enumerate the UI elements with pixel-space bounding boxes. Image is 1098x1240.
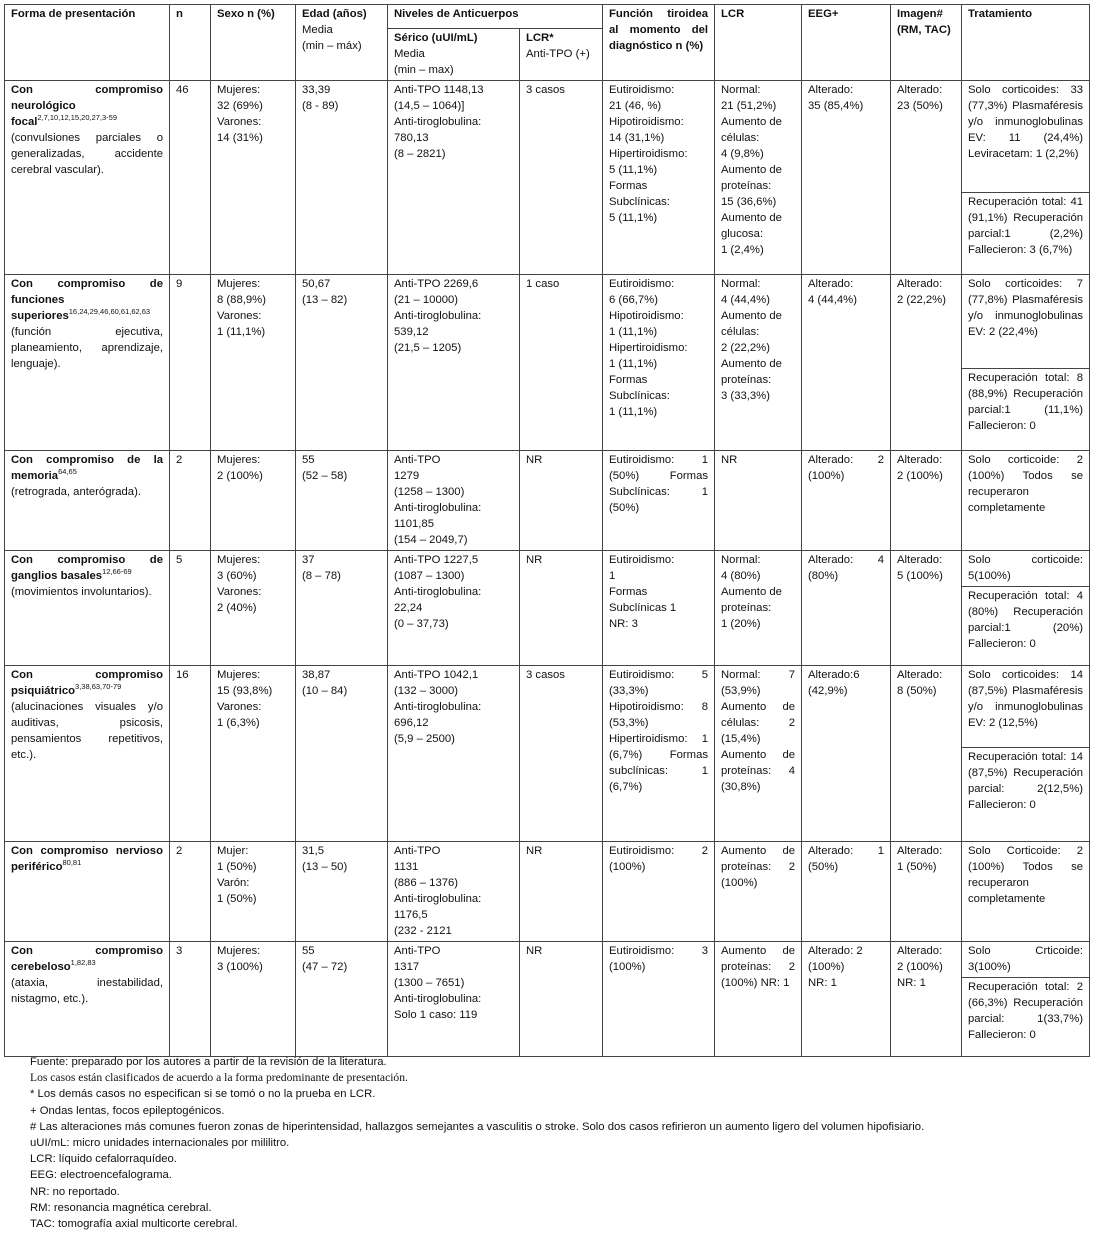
- imagen-line: 5 (100%): [897, 570, 943, 582]
- serico-line: (21,5 – 1205): [394, 342, 462, 354]
- imagen-line: 2 (100%): [897, 961, 943, 973]
- cell-presentacion: [5, 275, 170, 451]
- cell-funcion: [603, 551, 715, 666]
- cell-tratamiento: Solo corticoides: 14 (87,5%) Plasmaféresis y/o inmunoglobulinas EV: 2 (12,5%): [962, 666, 1090, 748]
- eeg-line: Alterado:: [808, 84, 854, 96]
- cell-resultado: Recuperación total: 14 (87,5%) Recuperación parcial: 2(12,5%) Fallecieron: 0: [962, 748, 1090, 842]
- cell-lcr-ac: 3 casos: [520, 666, 603, 842]
- imagen-line: Alterado:: [897, 84, 943, 96]
- cell-eeg: Alterado: 1 (50%): [802, 842, 891, 942]
- cell-eeg: [802, 666, 891, 842]
- presentation-name: Con compromiso de la memoria: [11, 454, 163, 482]
- sexo-line: Varones:: [217, 586, 262, 598]
- cell-tratamiento: Solo corticoides: 7 (77,8%) Plasmaféresis y/o inmunoglobulinas EV: 2 (22,4%): [962, 275, 1090, 369]
- funcion-line: 6 (66,7%): [609, 294, 658, 306]
- lcr-line: 4 (44,4%): [721, 294, 770, 306]
- cell-edad: [296, 551, 388, 666]
- sexo-line: 32 (69%): [217, 100, 263, 112]
- lcr-line: 15 (36,6%): [721, 196, 777, 208]
- lcr-line: 2 (22,2%): [721, 342, 770, 354]
- presentation-refs: 3,38,63,70-79: [75, 682, 122, 692]
- cell-imagen: [891, 451, 962, 551]
- funcion-line: Eutiroidismo:: [609, 554, 675, 566]
- serico-line: Anti-TPO 2269,6: [394, 278, 479, 290]
- table-footnotes: [30, 1054, 1090, 1232]
- cell-presentacion: [5, 842, 170, 942]
- cell-presentacion: [5, 81, 170, 275]
- lcr-line: células:: [721, 326, 760, 338]
- cell-tratamiento: Solo Corticoide: 2 (100%) Todos se recuperaron completamente: [962, 842, 1090, 942]
- cell-funcion: [603, 81, 715, 275]
- edad-line: (8 – 78): [302, 570, 341, 582]
- sexo-line: Varones:: [217, 701, 262, 713]
- serico-line: (154 – 2049,7): [394, 534, 468, 546]
- funcion-line: 1 (11,1%): [609, 326, 658, 338]
- serico-line: (14,5 – 1064)]: [394, 100, 465, 112]
- presentation-refs: 1,82,83: [70, 958, 96, 968]
- cell-eeg: Alterado: 4 (80%): [802, 551, 891, 666]
- presentation-desc: (función ejecutiva, planeamiento, aprendizaje, lenguaje).: [11, 326, 163, 370]
- presentation-table: [4, 4, 1090, 1057]
- cell-funcion: Eutiroidismo: 2 (100%): [603, 842, 715, 942]
- eeg-line: Alterado: 2: [808, 945, 863, 957]
- serico-line: Anti-tiroglobulina:: [394, 586, 482, 598]
- cell-imagen: [891, 275, 962, 451]
- edad-line: (47 – 72): [302, 961, 348, 973]
- presentation-name: Con compromiso de ganglios basales: [11, 554, 163, 582]
- footnote-uui: uUI/mL: micro unidades internacionales por mililitro.: [30, 1137, 290, 1150]
- sexo-line: 3 (60%): [217, 570, 257, 582]
- cell-sexo: [211, 666, 296, 842]
- serico-line: (5,9 – 2500): [394, 733, 455, 745]
- serico-line: 1101,85: [394, 518, 434, 530]
- footnote-nr: NR: no reportado.: [30, 1185, 120, 1198]
- header-lcr-ac-sub: Anti-TPO (+): [526, 48, 590, 60]
- edad-line: 38,87: [302, 669, 331, 681]
- sexo-line: 1 (6,3%): [217, 717, 260, 729]
- serico-line: (886 – 1376): [394, 877, 459, 889]
- lcr-line: NR: [721, 454, 738, 466]
- presentation-desc: (ataxia, inestabilidad, nistagmo, etc.).: [11, 977, 163, 1005]
- cell-lcr-ac: NR: [520, 942, 603, 1057]
- table-row: [5, 551, 1090, 587]
- eeg-line: (42,9%): [808, 685, 848, 697]
- edad-line: 33,39: [302, 84, 331, 96]
- cell-sexo: [211, 942, 296, 1057]
- serico-line: 1279: [394, 470, 420, 482]
- cell-lcr: [715, 275, 802, 451]
- cell-resultado: Recuperación total: 4 (80%) Recuperación parcial:1 (20%) Fallecieron: 0: [962, 587, 1090, 666]
- cell-lcr-ac: NR: [520, 451, 603, 551]
- serico-line: Anti-TPO: [394, 845, 441, 857]
- serico-line: 780,13: [394, 132, 429, 144]
- cell-lcr: Aumento de proteínas: 2 (100%): [715, 842, 802, 942]
- edad-line: (52 – 58): [302, 470, 348, 482]
- cell-funcion: Eutiroidismo: 3 (100%): [603, 942, 715, 1057]
- lcr-line: 1 (20%): [721, 618, 761, 630]
- eeg-line: 35 (85,4%): [808, 100, 864, 112]
- sexo-line: Mujeres:: [217, 84, 261, 96]
- funcion-line: Subclínicas 1: [609, 602, 677, 614]
- cell-serico: [388, 551, 520, 666]
- eeg-line: (100%): [808, 961, 845, 973]
- funcion-line: Hipertiroidismo:: [609, 342, 688, 354]
- sexo-line: 1 (50%): [217, 893, 257, 905]
- sexo-line: Varones:: [217, 310, 262, 322]
- lcr-line: Aumento de: [721, 212, 782, 224]
- cell-presentacion: [5, 451, 170, 551]
- cell-imagen: [891, 666, 962, 842]
- cell-imagen: [891, 551, 962, 666]
- serico-line: (1087 – 1300): [394, 570, 465, 582]
- sexo-line: Mujeres:: [217, 945, 261, 957]
- eeg-line: NR: 1: [808, 977, 837, 989]
- sexo-line: 2 (40%): [217, 602, 257, 614]
- sexo-line: 14 (31%): [217, 132, 263, 144]
- cell-lcr-ac: 1 caso: [520, 275, 603, 451]
- sexo-line: 1 (50%): [217, 861, 257, 873]
- edad-line: (8 - 89): [302, 100, 339, 112]
- imagen-line: Alterado:: [897, 845, 943, 857]
- footnote-tac: TAC: tomografía axial multicorte cerebral.: [30, 1218, 238, 1231]
- lcr-line: Aumento de: [721, 164, 782, 176]
- edad-line: 55: [302, 454, 315, 466]
- header-lcr: LCR: [715, 5, 802, 81]
- edad-line: (10 – 84): [302, 685, 348, 697]
- cell-presentacion: [5, 942, 170, 1057]
- presentation-name: Con compromiso de funciones superiores: [11, 278, 163, 322]
- serico-line: (1258 – 1300): [394, 486, 465, 498]
- cell-resultado: Recuperación total: 2 (66,3%) Recuperación parcial: 1(33,7%) Fallecieron: 0: [962, 978, 1090, 1057]
- header-lcr-ac: [520, 29, 603, 81]
- sexo-line: Varón:: [217, 877, 250, 889]
- lcr-line: Normal:: [721, 554, 761, 566]
- header-lcr-ac-label: LCR*: [526, 32, 554, 44]
- cell-funcion: Eutiroidismo: 1 (50%) Formas Subclínicas: 1 (50%): [603, 451, 715, 551]
- cell-n: 46: [170, 81, 211, 275]
- cell-serico: [388, 842, 520, 942]
- presentation-desc: (convulsiones parciales o generalizadas, accidente cerebral vascular).: [11, 132, 163, 176]
- lcr-line: células:: [721, 132, 760, 144]
- cell-funcion: Eutiroidismo: 5 (33,3%) Hipotiroidismo: 8 (53,3%) Hipertiroidismo: 1 (6,7%) Formas subclínicas: 1 (6,7%): [603, 666, 715, 842]
- sexo-line: Mujeres:: [217, 669, 261, 681]
- cell-presentacion: [5, 551, 170, 666]
- funcion-line: Formas: [609, 374, 648, 386]
- sexo-line: Mujer:: [217, 845, 249, 857]
- cell-lcr: [715, 451, 802, 551]
- cell-edad: [296, 451, 388, 551]
- cell-eeg: [802, 81, 891, 275]
- lcr-line: Normal:: [721, 278, 761, 290]
- cell-edad: [296, 81, 388, 275]
- lcr-line: proteínas:: [721, 374, 772, 386]
- funcion-line: Eutiroidismo:: [609, 84, 675, 96]
- header-edad-sub1: Media: [302, 24, 333, 36]
- cell-imagen: [891, 842, 962, 942]
- lcr-line: 21 (51,2%): [721, 100, 777, 112]
- lcr-line: 4 (80%): [721, 570, 761, 582]
- imagen-line: 2 (22,2%): [897, 294, 946, 306]
- footnote-classification: Los casos están clasificados de acuerdo a la forma predominante de presentación.: [30, 1071, 408, 1085]
- serico-line: (0 – 37,73): [394, 618, 449, 630]
- lcr-line: Aumento de: [721, 586, 782, 598]
- table-row: [5, 842, 1090, 942]
- cell-n: 2: [170, 842, 211, 942]
- cell-serico: [388, 81, 520, 275]
- cell-edad: [296, 275, 388, 451]
- funcion-line: 5 (11,1%): [609, 164, 658, 176]
- lcr-line: Normal:: [721, 84, 761, 96]
- serico-line: (8 – 2821): [394, 148, 446, 160]
- funcion-line: Hipotiroidismo:: [609, 310, 684, 322]
- serico-line: Anti-TPO: [394, 454, 441, 466]
- cell-edad: [296, 842, 388, 942]
- serico-line: Anti-TPO: [394, 945, 441, 957]
- serico-line: Anti-tiroglobulina:: [394, 701, 482, 713]
- sexo-line: 3 (100%): [217, 961, 263, 973]
- imagen-line: 2 (100%): [897, 470, 943, 482]
- cell-lcr: [715, 81, 802, 275]
- cell-lcr-ac: NR: [520, 842, 603, 942]
- imagen-line: Alterado:: [897, 669, 943, 681]
- cell-n: 2: [170, 451, 211, 551]
- edad-line: 31,5: [302, 845, 324, 857]
- presentation-refs: 12,66-69: [102, 567, 132, 577]
- serico-line: 22,24: [394, 602, 423, 614]
- cell-n: 9: [170, 275, 211, 451]
- cell-n: 16: [170, 666, 211, 842]
- funcion-line: Subclínicas:: [609, 196, 670, 208]
- sexo-line: 1 (11,1%): [217, 326, 266, 338]
- lcr-line: Aumento de: [721, 358, 782, 370]
- cell-resultado: Recuperación total: 8 (88,9%) Recuperación parcial:1 (11,1%) Fallecieron: 0: [962, 369, 1090, 451]
- serico-line: 1131: [394, 861, 419, 873]
- footnote-asterisk: * Los demás casos no especifican si se tomó o no la prueba en LCR.: [30, 1088, 376, 1101]
- cell-lcr: Aumento de proteínas: 2 (100%) NR: 1: [715, 942, 802, 1057]
- cell-edad: [296, 666, 388, 842]
- serico-line: (1300 – 7651): [394, 977, 465, 989]
- sexo-line: 15 (93,8%): [217, 685, 273, 697]
- serico-line: Anti-tiroglobulina:: [394, 993, 482, 1005]
- cell-serico: [388, 451, 520, 551]
- funcion-line: Hipertiroidismo:: [609, 148, 688, 160]
- cell-edad: [296, 942, 388, 1057]
- imagen-line: NR: 1: [897, 977, 926, 989]
- presentation-desc: (movimientos involuntarios).: [11, 586, 152, 598]
- cell-sexo: [211, 451, 296, 551]
- edad-line: 50,67: [302, 278, 331, 290]
- cell-resultado: Recuperación total: 41 (91,1%) Recuperación parcial:1 (2,2%) Fallecieron: 3 (6,7%): [962, 193, 1090, 275]
- funcion-line: 5 (11,1%): [609, 212, 658, 224]
- cell-tratamiento: Solo Crticoide: 3(100%): [962, 942, 1090, 978]
- edad-line: 37: [302, 554, 315, 566]
- edad-line: (13 – 50): [302, 861, 348, 873]
- presentation-refs: 64,65: [58, 467, 77, 477]
- lcr-line: 1 (2,4%): [721, 244, 764, 256]
- cell-eeg: [802, 942, 891, 1057]
- sexo-line: 2 (100%): [217, 470, 263, 482]
- header-edad-label: Edad (años): [302, 8, 367, 20]
- cell-sexo: [211, 842, 296, 942]
- imagen-line: Alterado:: [897, 945, 943, 957]
- cell-imagen: [891, 942, 962, 1057]
- header-serico-sub1: Media: [394, 48, 425, 60]
- table-container: [4, 4, 1089, 1057]
- header-tratamiento: Tratamiento: [962, 5, 1090, 81]
- lcr-line: Aumento de: [721, 116, 782, 128]
- header-niveles: Niveles de Anticuerpos: [388, 5, 603, 29]
- lcr-line: glucosa:: [721, 228, 764, 240]
- funcion-line: 1 (11,1%): [609, 406, 658, 418]
- serico-line: Anti-tiroglobulina:: [394, 310, 482, 322]
- header-funcion: Función tiroidea al momento del diagnóstico n (%): [603, 5, 715, 81]
- lcr-line: 4 (9,8%): [721, 148, 764, 160]
- cell-n: 3: [170, 942, 211, 1057]
- serico-line: (21 – 10000): [394, 294, 459, 306]
- eeg-line: Alterado:: [808, 278, 854, 290]
- presentation-name: Con compromiso cerebeloso: [11, 945, 163, 973]
- funcion-line: Formas: [609, 586, 648, 598]
- imagen-line: Alterado:: [897, 454, 943, 466]
- presentation-desc: (alucinaciones visuales y/o auditivas, psicosis, pensamientos repetitivos, etc.).: [11, 701, 163, 761]
- cell-sexo: [211, 551, 296, 666]
- header-edad-sub2: (min – máx): [302, 40, 362, 52]
- cell-n: 5: [170, 551, 211, 666]
- header-n: n: [170, 5, 211, 81]
- cell-tratamiento: Solo corticoide: 2 (100%) Todos se recuperaron completamente: [962, 451, 1090, 551]
- serico-line: 1317: [394, 961, 420, 973]
- header-serico-sub2: (min – max): [394, 64, 454, 76]
- presentation-name: Con compromiso psiquiátrico: [11, 669, 163, 697]
- cell-sexo: [211, 275, 296, 451]
- sexo-line: Varones:: [217, 116, 262, 128]
- funcion-line: Eutiroidismo:: [609, 278, 675, 290]
- serico-line: Solo 1 caso: 119: [394, 1009, 478, 1021]
- table-row: [5, 666, 1090, 748]
- sexo-line: Mujeres:: [217, 454, 261, 466]
- serico-line: Anti-TPO 1148,13: [394, 84, 484, 96]
- funcion-line: Hipotiroidismo:: [609, 116, 684, 128]
- header-serico: [388, 29, 520, 81]
- cell-tratamiento: Solo corticoide: 5(100%): [962, 551, 1090, 587]
- serico-line: Anti-TPO 1042,1: [394, 669, 479, 681]
- cell-eeg: Alterado: 2 (100%): [802, 451, 891, 551]
- header-row: [5, 5, 1090, 29]
- funcion-line: Formas: [609, 180, 648, 192]
- header-edad: [296, 5, 388, 81]
- cell-lcr-ac: 3 casos: [520, 81, 603, 275]
- cell-eeg: [802, 275, 891, 451]
- header-eeg: EEG+: [802, 5, 891, 81]
- funcion-line: 1: [609, 570, 616, 582]
- table-row: [5, 451, 1090, 551]
- funcion-line: 1 (11,1%): [609, 358, 658, 370]
- footnote-source: Fuente: preparado por los autores a partir de la revisión de la literatura.: [30, 1056, 387, 1068]
- sexo-line: 8 (88,9%): [217, 294, 266, 306]
- lcr-line: proteínas:: [721, 602, 772, 614]
- lcr-line: 3 (33,3%): [721, 390, 770, 402]
- imagen-line: Alterado:: [897, 554, 943, 566]
- presentation-refs: 2,7,10,12,15,20,27,3-59: [37, 113, 118, 123]
- eeg-line: 4 (44,4%): [808, 294, 857, 306]
- funcion-line: NR: 3: [609, 618, 638, 630]
- footnote-eeg: EEG: electroencefalograma.: [30, 1169, 172, 1182]
- serico-line: Anti-tiroglobulina:: [394, 502, 482, 514]
- cell-tratamiento: Solo corticoides: 33 (77,3%) Plasmaféresis y/o inmunoglobulinas EV: 11 (24,4%) Leviracetam: 1 (2,2%): [962, 81, 1090, 193]
- presentation-refs: 80,81: [62, 858, 82, 868]
- serico-line: Anti-TPO 1227,5: [394, 554, 479, 566]
- footnote-hash: # Las alteraciones más comunes fueron zonas de hiperintensidad, hallazgos semejantes a vasculitis o stroke. Solo dos casos refirieron un aumento ligero del volumen hipofisiario.: [30, 1120, 925, 1133]
- serico-line: (132 – 3000): [394, 685, 459, 697]
- serico-line: Anti-tiroglobulina:: [394, 893, 482, 905]
- funcion-line: Subclínicas:: [609, 390, 670, 402]
- imagen-line: 1 (50%): [897, 861, 937, 873]
- imagen-line: 23 (50%): [897, 100, 943, 112]
- edad-line: 55: [302, 945, 315, 957]
- serico-line: 1176,5: [394, 909, 428, 921]
- funcion-line: 21 (46, %): [609, 100, 662, 112]
- presentation-desc: (retrograda, anterógrada).: [11, 486, 141, 498]
- cell-presentacion: [5, 666, 170, 842]
- edad-line: (13 – 82): [302, 294, 348, 306]
- cell-funcion: [603, 275, 715, 451]
- header-sexo: Sexo n (%): [211, 5, 296, 81]
- table-row: [5, 275, 1090, 369]
- serico-line: Anti-tiroglobulina:: [394, 116, 482, 128]
- serico-line: (232 - 2121: [394, 925, 452, 937]
- cell-serico: [388, 942, 520, 1057]
- table-row: [5, 942, 1090, 978]
- header-presentacion: Forma de presentación: [5, 5, 170, 81]
- header-serico-label: Sérico (uUI/mL): [394, 32, 478, 44]
- serico-line: 696,12: [394, 717, 429, 729]
- sexo-line: Mujeres:: [217, 554, 261, 566]
- presentation-name: Con compromiso nervioso periférico: [11, 845, 163, 873]
- funcion-line: 14 (31,1%): [609, 132, 665, 144]
- sexo-line: Mujeres:: [217, 278, 261, 290]
- serico-line: 539,12: [394, 326, 429, 338]
- lcr-line: Aumento de: [721, 310, 782, 322]
- table-row: [5, 81, 1090, 193]
- footnote-rm: RM: resonancia magnética cerebral.: [30, 1201, 212, 1214]
- eeg-line: Alterado:6: [808, 669, 860, 681]
- cell-lcr: Normal: 7 (53,9%) Aumento de células: 2 (15,4%) Aumento de proteínas: 4 (30,8%): [715, 666, 802, 842]
- header-imagen: Imagen# (RM, TAC): [891, 5, 962, 81]
- footnote-plus: + Ondas lentas, focos epileptogénicos.: [30, 1104, 225, 1117]
- cell-imagen: [891, 81, 962, 275]
- cell-lcr: [715, 551, 802, 666]
- presentation-name: Con compromiso neurológico focal: [11, 84, 163, 128]
- imagen-line: Alterado:: [897, 278, 943, 290]
- cell-serico: [388, 666, 520, 842]
- lcr-line: proteínas:: [721, 180, 772, 192]
- cell-lcr-ac: NR: [520, 551, 603, 666]
- cell-sexo: [211, 81, 296, 275]
- imagen-line: 8 (50%): [897, 685, 937, 697]
- presentation-refs: 16,24,29,46,60,61,62,63: [68, 307, 151, 317]
- footnote-lcr: LCR: líquido cefalorraquídeo.: [30, 1153, 177, 1166]
- cell-serico: [388, 275, 520, 451]
